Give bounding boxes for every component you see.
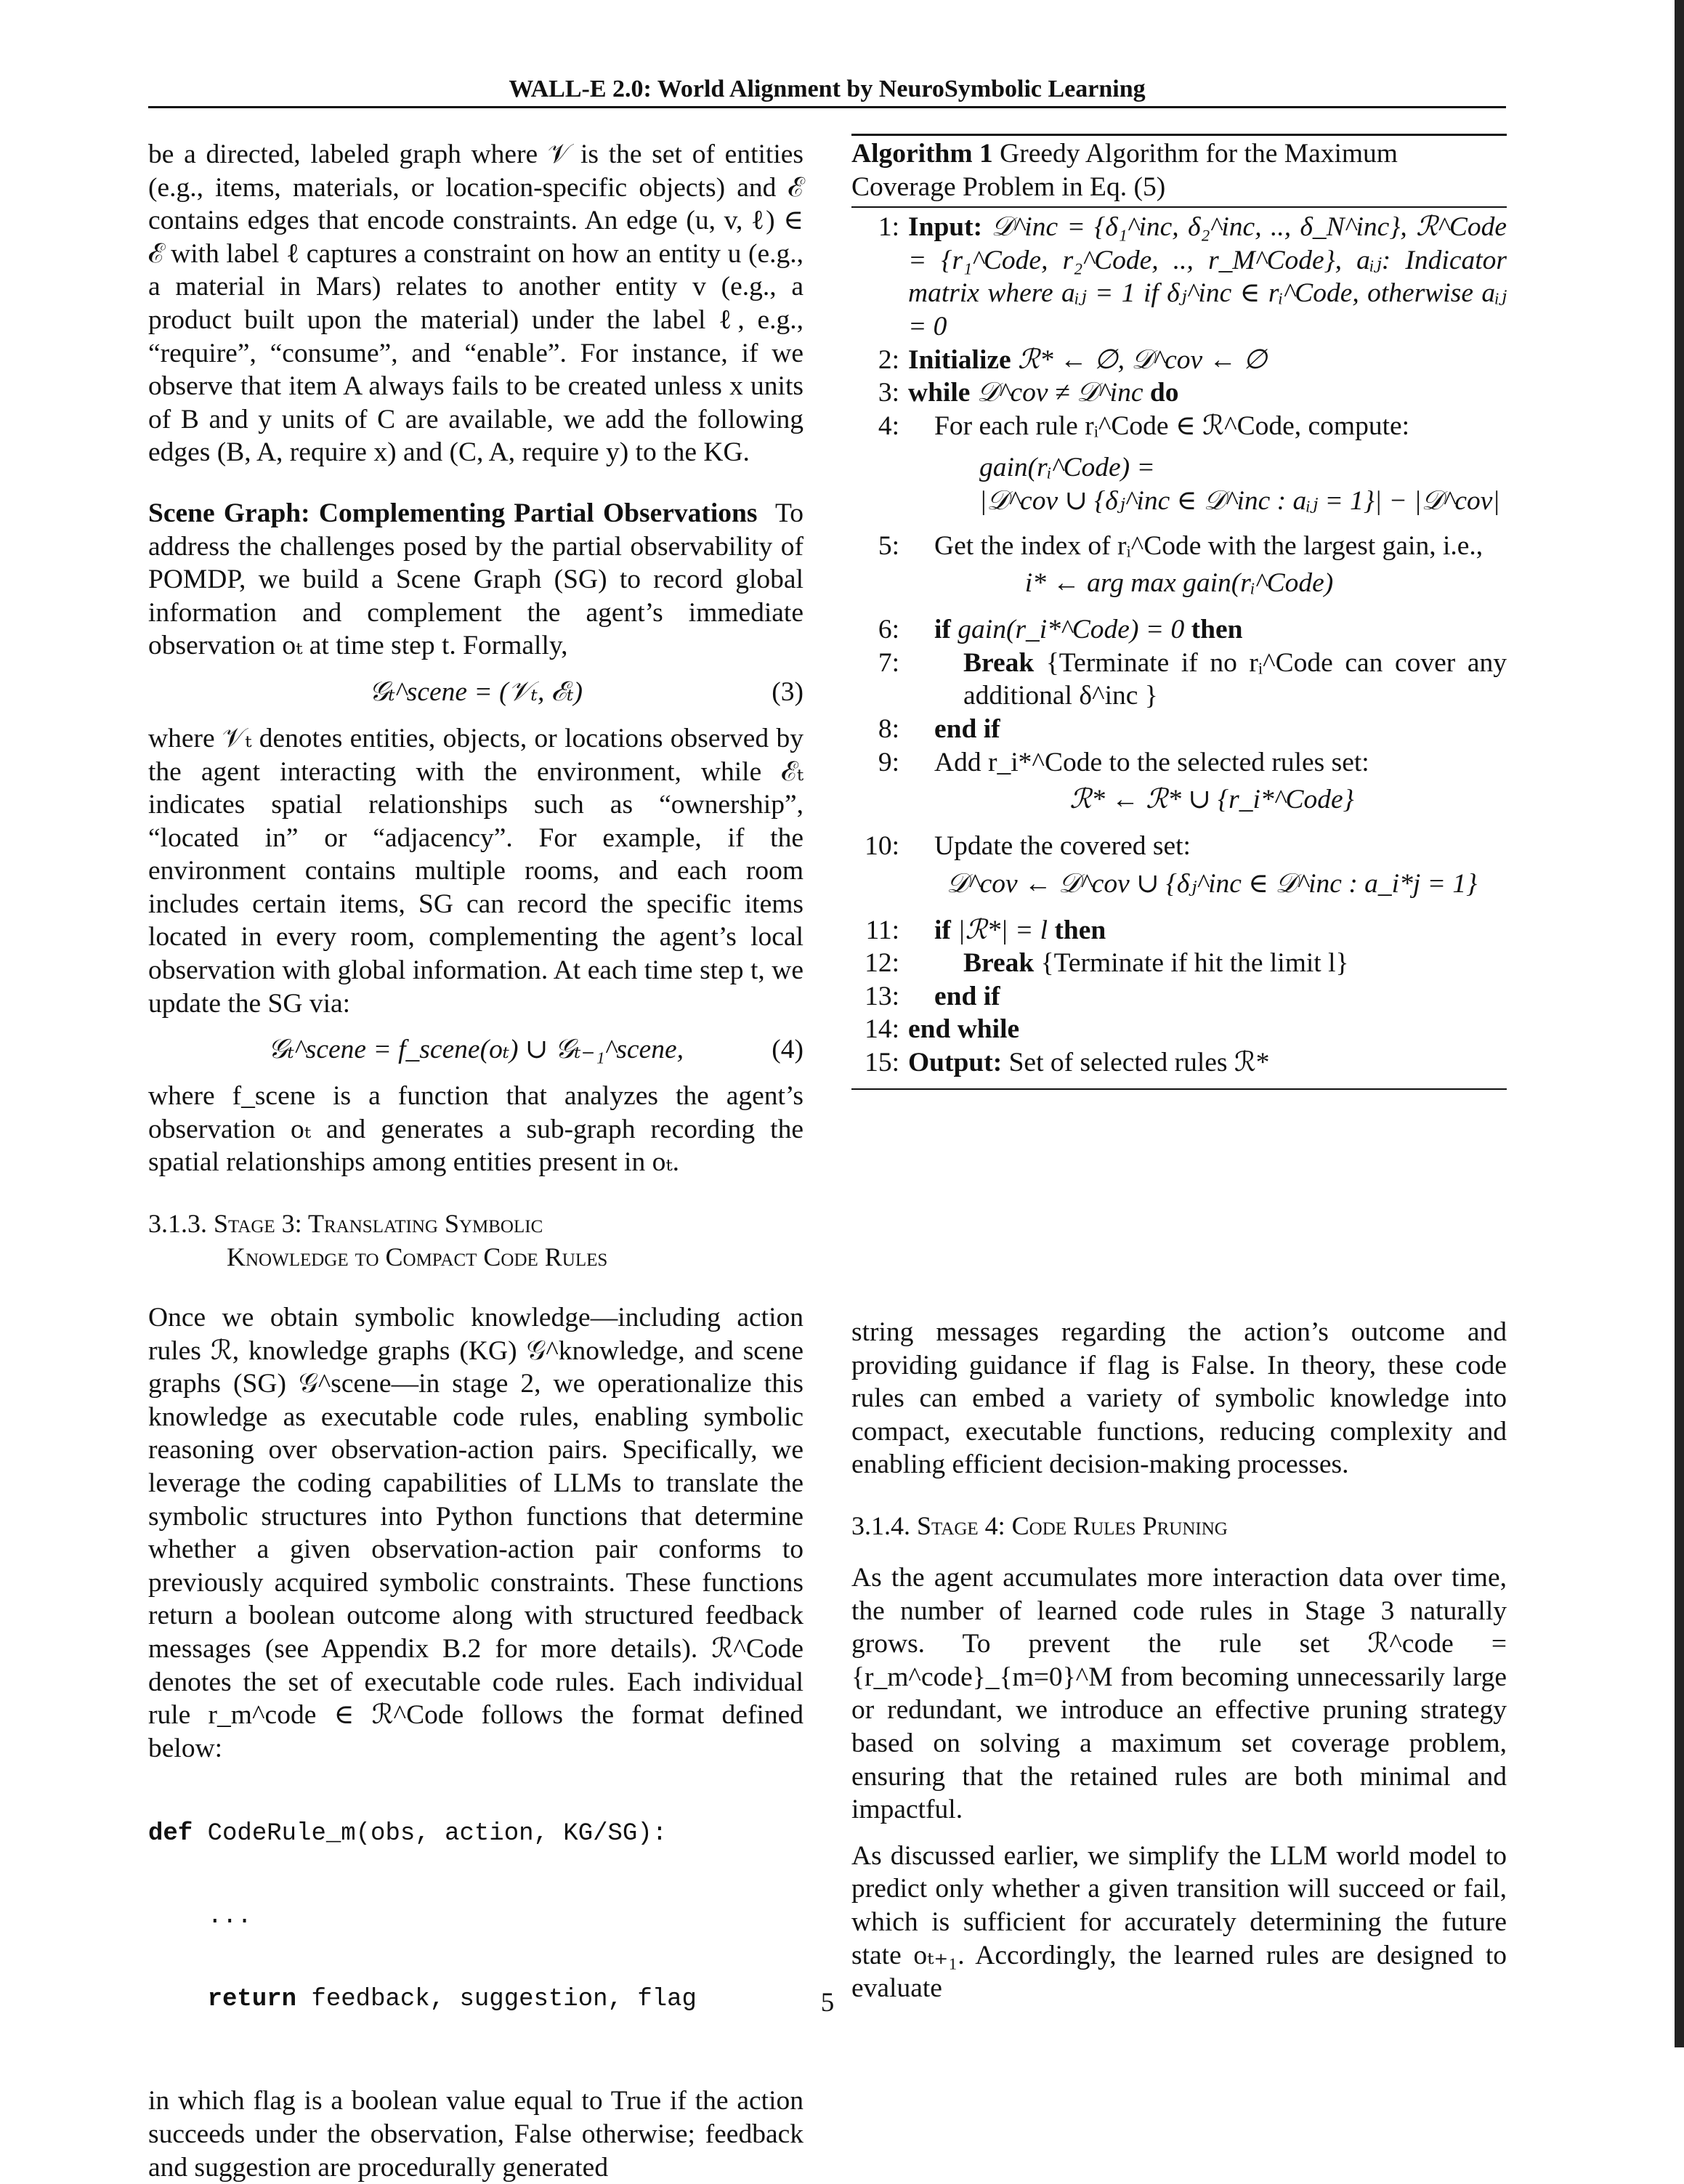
equation-4-body: 𝒢ₜ^scene = f_scene(oₜ) ∪ 𝒢ₜ₋₁^scene, <box>268 1035 684 1065</box>
paragraph-code-rules: Once we obtain symbolic knowledge—including action rules ℛ, knowledge graphs (KG) 𝒢^knowledge, and scene graphs (SG) 𝒢^scene—in stage 2, we operationalize this knowledge as executable code rules, enabling symbolic reasoning over observation-action pairs. Specifically, we leverage the coding capabilities of LLMs to translate the symbolic structures into Python functions that determine whether a given observation-action pair conforms to previously acquired symbolic constraints. These functions return a boolean outcome along with structured feedback messages (see Appendix B.2 for more details). ℛ^Code denotes the set of executable code rules. Each individual rule r_m^code ∈ ℛ^Code follows the format defined below: <box>148 1303 803 1763</box>
paragraph-scene-graph-details: where 𝒱ₜ denotes entities, objects, or locations observed by the agent interacting with the environment, while ℰₜ indicates spatial relationships such as “ownership”, “located in” or “adjacency”. For example, if the environment contains multiple rooms, and each room includes certain items, SG can record the specific items located in every room, complementing the agent’s local observation with global information. At each time step t, we update the SG via: <box>148 723 803 1019</box>
section-3-1-3-title-a: Stage 3: Translating Symbolic <box>214 1209 543 1239</box>
algo-gain-eq-b: |𝒟^cov ∪ {δⱼ^inc ∈ 𝒟^inc : aᵢⱼ = 1}| − |𝒟^cov| <box>979 485 1500 516</box>
algo-gain-eq-a: gain(rᵢ^Code) = <box>979 453 1155 483</box>
algo-line-6: 6: if gain(r_i*^Code) = 0 then <box>878 615 1243 645</box>
algo-line-3: 3: while 𝒟^cov ≠ 𝒟^inc do <box>878 378 1179 408</box>
algorithm-title: Algorithm 1 Greedy Algorithm for the Maximum Coverage Problem in Eq. (5) <box>851 139 1398 202</box>
paragraph-fscene: where f_scene is a function that analyzes the agent’s observation oₜ and generates a sub-graph recording the spatial relationships among entities present in oₜ. <box>148 1081 803 1178</box>
algo-line-9: 9: Add r_i*^Code to the selected rules set: <box>878 747 1369 777</box>
code-line-1: def CodeRule_m(obs, action, KG/SG): <box>148 1820 668 1848</box>
section-3-1-4-heading <box>851 1509 1507 1542</box>
paragraph-string-messages: string messages regarding the action’s outcome and providing guidance if flag is False. In theory, these code rules can embed a variety of symbolic knowledge into compact, executable functions, reducing complexity and enabling efficient decision-making processes. <box>851 1317 1507 1480</box>
algo-line-5: 5: Get the index of rᵢ^Code with the largest gain, i.e., <box>878 530 1483 561</box>
paragraph-pruning: As the agent accumulates more interaction data over time, the number of learned code rules in Stage 3 naturally grows. To prevent the rule set ℛ^code = {r_m^code}_{m=0}^M from becoming unnecessarily large or redundant, we introduce an effective pruning strategy based on solving a maximum set coverage problem, ensuring that the retained rules are both minimal and impactful. <box>851 1562 1507 1825</box>
equation-3 <box>148 670 803 715</box>
section-3-1-4-number: 3.1.4. <box>851 1510 910 1540</box>
algo-line-15: 15: Output: Set of selected rules ℛ* <box>865 1048 1270 1078</box>
algo-line-11: 11: if |ℛ*| = l then <box>865 915 1106 945</box>
algo-line-14: 14: end while <box>865 1014 1020 1045</box>
page-number: 5 <box>820 1988 835 2018</box>
section-3-1-4-title: Stage 4: Code Rules Pruning <box>917 1510 1228 1540</box>
section-3-1-3-title-b: Knowledge to Compact Code Rules <box>227 1242 608 1272</box>
code-line-2: ... <box>148 1903 252 1931</box>
header-rule <box>148 106 1506 108</box>
algo-line-2: 2: Initialize ℛ* ← ∅, 𝒟^cov ← ∅ <box>878 344 1268 375</box>
paragraph-flag: in which flag is a boolean value equal to True if the action succeeds under the observation, False otherwise; feedback and suggestion are procedurally generated <box>148 2086 803 2183</box>
algo-line-4: 4: For each rule rᵢ^Code ∈ ℛ^Code, compute: <box>878 410 1410 441</box>
algo-rstar-eq: ℛ* ← ℛ* ∪ {r_i*^Code} <box>1069 785 1354 815</box>
algo-dcov-eq: 𝒟^cov ← 𝒟^cov ∪ {δⱼ^inc ∈ 𝒟^inc : a_i*j = 1} <box>946 868 1478 899</box>
algo-line-12: 12: Break {Terminate if hit the limit l} <box>865 948 1349 979</box>
algo-line-10: 10: Update the covered set: <box>865 831 1191 862</box>
scene-graph-body: To address the challenges posed by the partial observability of POMDP, we build a Scene Graph (SG) to record global information and complement the agent’s immediate observation oₜ at time step t. Formally, <box>148 498 803 661</box>
algorithm-1 <box>851 134 1507 1090</box>
paragraph-scene-graph <box>148 497 803 663</box>
equation-3-number: (3) <box>772 677 803 708</box>
code-line-3: return feedback, suggestion, flag <box>207 1986 697 2014</box>
left-column <box>148 138 803 2184</box>
section-3-1-3-heading <box>148 1207 803 1274</box>
algo-line-13: 13: end if <box>865 981 1000 1011</box>
equation-4-number: (4) <box>772 1035 803 1065</box>
algo-line-1: 1: Input: 𝒟^inc = {δ₁^inc, δ₂^inc, .., δ_N^inc}, ℛ^Code = {r₁^Code, r₂^Code, .., r_M^Code}, aᵢⱼ: Indicator matrix where aᵢⱼ = 1 if δⱼ^inc ∈ rᵢ^Code, otherwise aᵢⱼ = 0 <box>878 212 1507 341</box>
equation-4 <box>148 1027 803 1072</box>
right-column <box>851 1316 1507 2005</box>
algo-line-8: 8: end if <box>878 713 1000 744</box>
code-block <box>148 1765 803 2068</box>
scene-graph-heading: Scene Graph: Complementing Partial Observations <box>148 498 758 528</box>
running-header: WALL-E 2.0: World Alignment by NeuroSymbolic Learning <box>509 76 1146 102</box>
equation-3-body: 𝒢ₜ^scene = (𝒱ₜ, ℰₜ) <box>368 677 583 708</box>
algo-argmax-eq: i* ← arg max gain(rᵢ^Code) <box>1024 568 1334 599</box>
paragraph-world-model: As discussed earlier, we simplify the LLM world model to predict only whether a given transition will succeed or fail, which is sufficient for accurately determining the future state oₜ₊₁. Accordingly, the learned rules are designed to evaluate <box>851 1840 1507 2004</box>
algo-line-7: 7: Break {Terminate if no rᵢ^Code can cover any additional δ^inc } <box>878 647 1507 711</box>
algorithm-bottom-rule <box>851 1088 1507 1090</box>
paragraph-kg-definition: be a directed, labeled graph where 𝒱 is the set of entities (e.g., items, materials, or location-specific objects) and ℰ contains edges that encode constraints. An edge (u, v, ℓ) ∈ ℰ with label ℓ captures a constraint on how an entity u (e.g., a material in Mars) relates to another entity v (e.g., a product built upon the material) under the label ℓ, e.g., “require”, “consume”, and “enable”. For instance, if we observe that item A always fails to be created unless x units of B and y units of C are available, we add the following edges (B, A, require x) and (C, A, require y) to the KG. <box>148 139 803 468</box>
section-3-1-3-number: 3.1.3. <box>148 1209 207 1239</box>
page-edge-bar <box>1675 0 1684 2047</box>
